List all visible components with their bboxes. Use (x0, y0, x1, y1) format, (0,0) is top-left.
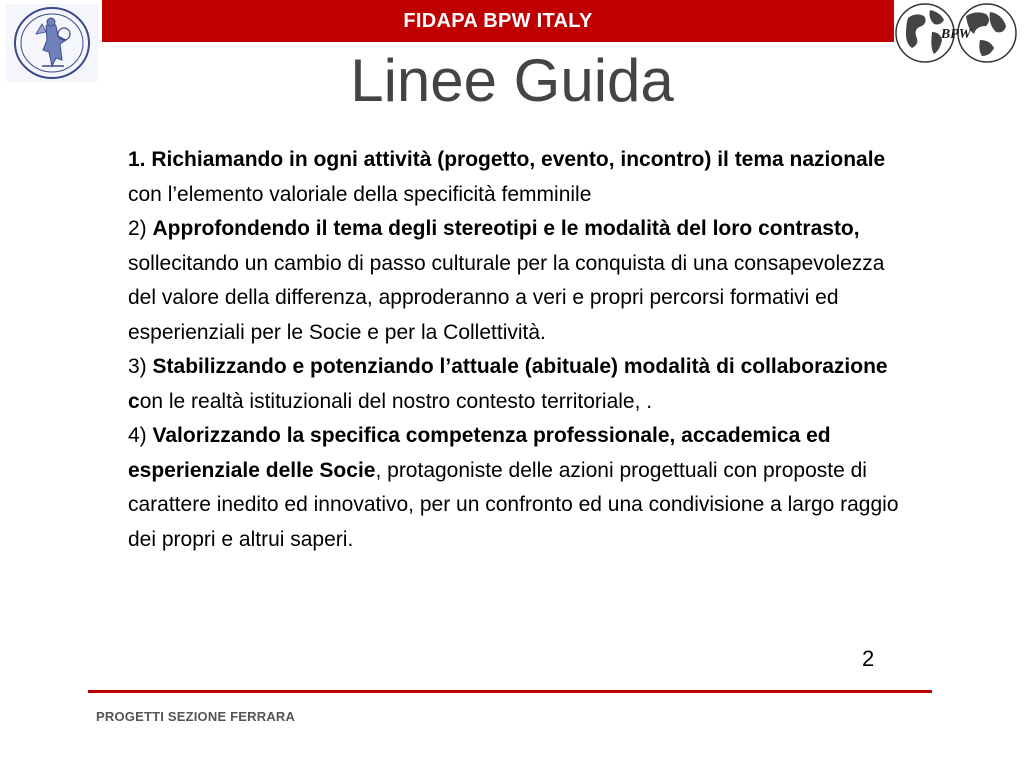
svg-text:BPW: BPW (940, 27, 972, 42)
slide-body (128, 143, 908, 557)
bold-text: Approfondendo il tema degli stereotipi e le modalità del loro contrasto, (152, 217, 860, 240)
slide-title: Linee Guida (350, 47, 674, 114)
bold-text: Stabilizzando e potenziando l’attuale (abituale) modalità di collaborazione c (128, 355, 888, 413)
footer-text: PROGETTI SEZIONE FERRARA (96, 709, 296, 724)
header-bar (102, 0, 894, 42)
paragraph-3 (128, 350, 908, 419)
footer-divider (88, 690, 932, 693)
body-text: con l’elemento valoriale della specificità femminile (128, 182, 592, 206)
paragraph-1 (128, 143, 908, 212)
body-text: 4) (128, 424, 153, 447)
body-text: 2) (128, 217, 153, 240)
bold-text: Valorizzando la specifica competenza professionale, accademica ed esperienziale delle Socie (128, 424, 831, 482)
body-text: on le realtà istituzionali del nostro contesto territoriale, . (139, 389, 653, 413)
body-text: , protagoniste delle azioni progettuali con proposte di carattere inedito ed innovativo, per un confronto ed una condivisione a largo raggio dei propri e altrui saperi. (128, 458, 899, 551)
slide-number: 2 (862, 646, 875, 671)
body-text: sollecitando un cambio di passo culturale per la conquista di una consapevolezza del valore della differenza, approderanno a veri e propri percorsi formativi ed esperienziali per le Socie e per la Collettività. (128, 251, 885, 344)
paragraph-2 (128, 212, 908, 350)
header-title: FIDAPA BPW ITALY (403, 9, 593, 32)
body-text: 3) (128, 355, 153, 378)
paragraph-4 (128, 419, 908, 557)
bold-text: 1. Richiamando in ogni attività (progetto, evento, incontro) il tema nazionale (128, 148, 886, 171)
